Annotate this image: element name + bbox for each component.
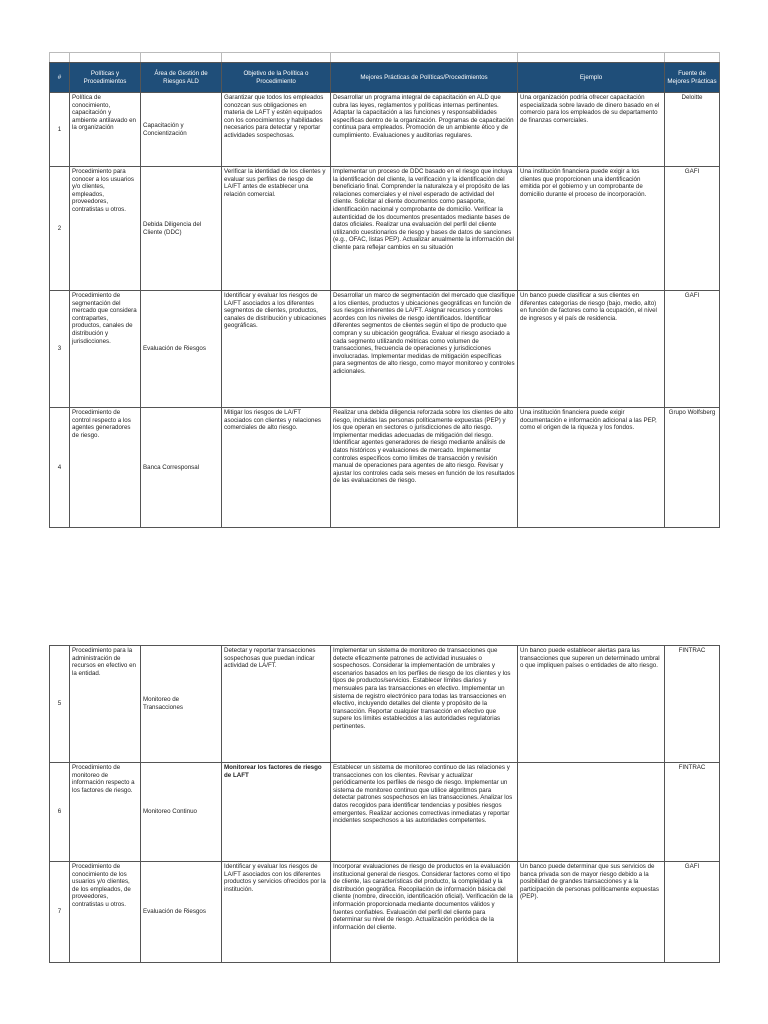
row-example xyxy=(518,763,665,862)
row-objective: Verificar la identidad de los clientes y evaluar sus perfiles de riesgo de LA/FT antes de establecer una relación comercial. xyxy=(222,167,331,291)
row-practices: Desarrollar un programa integral de capacitación en ALD que cubra las leyes, reglamentos y políticas internas pertinentes. Adaptar la capacitación a las funciones y responsabilidades específicas dentro de la organización. Programas de capacitación continua para empleados. Promoción de un ambiente ético y de cumplimiento. Evaluaciones y auditorias regulares. xyxy=(331,93,518,167)
table-header-row xyxy=(50,63,720,93)
header-source: Fuente de Mejores Prácticas xyxy=(665,63,720,93)
table-row xyxy=(50,862,720,963)
row-number: 2 xyxy=(50,167,70,291)
row-policy: Procedimiento para conocer a los usuarios y/o clientes, empleados, proveedores, contratistas u otros. xyxy=(70,167,141,291)
table-row xyxy=(50,93,720,167)
header-objective: Objetivo de la Política o Procedimiento xyxy=(222,63,331,93)
header-example: Ejemplo xyxy=(518,63,665,93)
row-area: Debida Diligencia del Cliente (DDC) xyxy=(141,167,222,291)
row-objective: Identificar y evaluar los riesgos de LA/FT asociados a los diferentes segmentos de clientes, productos, canales de distribución y ubicaciones geográficas. xyxy=(222,291,331,408)
row-policy: Procedimiento de monitoreo de información respecto a los factores de riesgo. xyxy=(70,763,141,862)
row-practices: Incorporar evaluaciones de riesgo de productos en la evaluación institucional general de riesgos. Considerar factores como el tipo de cliente, las características del producto, la complejidad y la distribución geográfica. Recopilación de información básica del cliente (nombre, dirección, identificación oficial). Verificación de la información proporcionada mediante documentos válidos y fuentes confiables. Evaluación del perfil del cliente para determinar su nivel de riesgo. Actualización periódica de la información del cliente. xyxy=(331,862,518,963)
row-objective: Detectar y reportar transacciones sospechosas que puedan indicar actividad de LA/FT. xyxy=(222,646,331,763)
aml-table-page-1 xyxy=(49,52,720,528)
row-source: Deloitte xyxy=(665,93,720,167)
row-number: 7 xyxy=(50,862,70,963)
row-number: 5 xyxy=(50,646,70,763)
row-objective: Mitigar los riesgos de LA/FT asociados con clientes y relaciones comerciales de alto riesgo. xyxy=(222,408,331,528)
row-area: Evaluación de Riesgos xyxy=(141,291,222,408)
table-row xyxy=(50,408,720,528)
row-source: FINTRAC xyxy=(665,646,720,763)
row-source: Grupo Wolfsberg xyxy=(665,408,720,528)
row-practices: Realizar una debida diligencia reforzada sobre los clientes de alto riesgo, incluidas las personas políticamente expuestas (PEP) y los que operan en sectores o jurisdicciones de alto riesgo. Implementar medidas adecuadas de mitigación del riesgo. Identificar agentes generadores de riesgo mediante análisis de datos históricos y evaluaciones de mercado. Implementar controles específicos como límites de transacción y revisión manual de operaciones para agentes de alto riesgo. Revisar y ajustar los controles cada seis meses en función de los resultados de las evaluaciones de riesgo. xyxy=(331,408,518,528)
row-area: Monitoreo Continuo xyxy=(141,763,222,862)
row-number: 3 xyxy=(50,291,70,408)
table-row xyxy=(50,763,720,862)
row-policy: Procedimiento de conocimiento de los usuarios y/o clientes, de los empleados, de proveedores, contratistas u otros. xyxy=(70,862,141,963)
row-source: GAFI xyxy=(665,167,720,291)
header-practices: Mejores Prácticas de Políticas/Procedimientos xyxy=(331,63,518,93)
table-row xyxy=(50,291,720,408)
row-example: Una institución financiera puede exigir a los clientes que proporcionen una identificación emitida por el gobierno y un comprobante de domicilio durante el proceso de incorporación. xyxy=(518,167,665,291)
row-policy: Procedimiento de control respecto a los agentes generadores de riesgo. xyxy=(70,408,141,528)
row-example: Una institución financiera puede exigir documentación e información adicional a las PEP, como el origen de la riqueza y los fondos. xyxy=(518,408,665,528)
row-source: FINTRAC xyxy=(665,763,720,862)
row-example: Un banco puede determinar que sus servicios de banca privada son de mayor riesgo debido a la posibilidad de grandes transacciones y a la participación de personas políticamente expuestas (PEP). xyxy=(518,862,665,963)
table-row xyxy=(50,646,720,763)
row-objective: Garantizar que todos los empleados conozcan sus obligaciones en materia de LAFT y estén equipados con los conocimientos y habilidades necesarios para detectar y reportar actividades sospechosas. xyxy=(222,93,331,167)
row-example: Un banco puede clasificar a sus clientes en diferentes categorías de riesgo (bajo, medio, alto) en función de factores como la ocupación, el nivel de ingresos y el país de residencia. xyxy=(518,291,665,408)
header-num: # xyxy=(50,63,70,93)
header-policy: Políticas y Procedimientos xyxy=(70,63,141,93)
row-number: 4 xyxy=(50,408,70,528)
row-example: Una organización podría ofrecer capacitación especializada sobre lavado de dinero basado en el comercio para los empleados de su departamento de finanzas comerciales. xyxy=(518,93,665,167)
table-row xyxy=(50,167,720,291)
row-source: GAFI xyxy=(665,862,720,963)
row-policy: Procedimiento para la administración de recursos en efectivo en la entidad. xyxy=(70,646,141,763)
row-practices: Implementar un proceso de DDC basado en el riesgo que incluya la identificación del cliente, la verificación y la identificación del beneficiario final. Comprender la naturaleza y el propósito de las relaciones comerciales y el nivel esperado de actividad del cliente. Solicitar al cliente documentos como pasaporte, identificación nacional y comprobante de domicilio. Verificar la autenticidad de los documentos presentados mediante bases de datos oficiales. Realizar una evaluación del perfil del cliente utilizando cuestionarios de riesgo y bases de datos de sanciones (e.g., OFAC, listas PEP). Actualizar anualmente la información del cliente para reflejar cambios en su situación xyxy=(331,167,518,291)
row-practices: Desarrollar un marco de segmentación del mercado que clasifique a los clientes, productos y ubicaciones geográficas en función de sus riesgos inherentes de LA/FT. Asignar recursos y controles acordes con los niveles de riesgo identificados. Identificar diferentes segmentos de clientes según el tipo de producto que compran y su ubicación geográfica. Evaluar el riesgo asociado a cada segmento utilizando métricas como volumen de transacciones, frecuencia de operaciones y jurisdicciones involucradas. Implementar medidas de mitigación específicas para segmentos de alto riesgo, como mayor monitoreo y controles adicionales. xyxy=(331,291,518,408)
row-source: GAFI xyxy=(665,291,720,408)
row-policy: Procedimiento de segmentación del mercado que considera contrapartes, productos, canales de distribución y jurisdicciones. xyxy=(70,291,141,408)
row-area: Banca Corresponsal xyxy=(141,408,222,528)
row-objective: Monitorear los factores de riesgo de LAFT xyxy=(222,763,331,862)
row-policy: Política de conocimiento, capacitación y ambiente antilavado en la organización xyxy=(70,93,141,167)
row-practices: Implementar un sistema de monitoreo de transacciones que detecte eficazmente patrones de actividad inusuales o sospechosos. Considerar la implementación de umbrales y escenarios basados en los perfiles de riesgo de los clientes y los tipos de productos/servicios. Establecer límites diarios y mensuales para las transacciones en efectivo. Implementar un sistema de registro electrónico para todas las transacciones en efectivo, incluyendo detalles del cliente y propósito de la transacción. Reportar cualquier transacción en efectivo que supere los límites establecidos a las autoridades regulatorias pertinentes. xyxy=(331,646,518,763)
header-area: Área de Gestión de Riesgos ALD xyxy=(141,63,222,93)
row-practices: Establecer un sistema de monitoreo continuo de las relaciones y transacciones con los clientes. Revisar y actualizar periódicamente los perfiles de riesgo de riesgo. Implementar un sistema de monitoreo continuo que utilice algoritmos para detectar patrones sospechosos en las transacciones. Analizar los datos recogidos para identificar tendencias y posibles riesgos emergentes. Realizar acciones correctivas inmediatas y reportar incidentes sospechosos a las autoridades competentes. xyxy=(331,763,518,862)
row-area: Evaluación de Riesgos xyxy=(141,862,222,963)
row-area: Capacitación y Concientización xyxy=(141,93,222,167)
aml-table-page-2 xyxy=(49,645,720,963)
row-area: Monitoreo de Transacciones xyxy=(141,646,222,763)
row-example: Un banco puede establecer alertas para las transacciones que superen un determinado umbral o que impliquen países o entidades de alto riesgo. xyxy=(518,646,665,763)
row-number: 1 xyxy=(50,93,70,167)
table-top-spacer xyxy=(50,53,720,63)
row-objective: Identificar y evaluar los riesgos de LA/FT asociados con los diferentes productos y servicios ofrecidos por la institución. xyxy=(222,862,331,963)
row-number: 6 xyxy=(50,763,70,862)
